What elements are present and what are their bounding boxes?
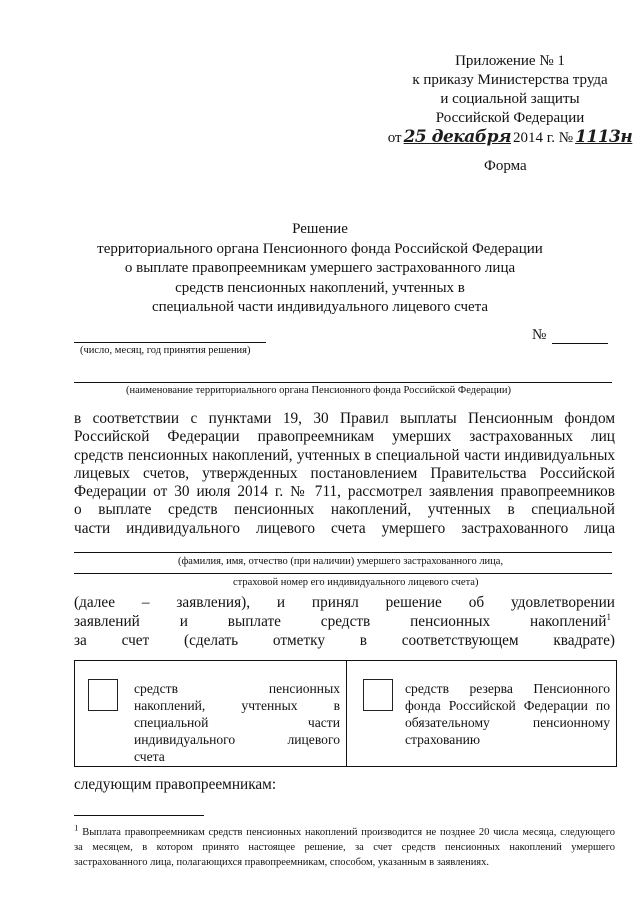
reserve-fund-checkbox[interactable] — [363, 679, 393, 711]
body-line-6: о выплате средств пенсионных накоплений, учтенных в специальной — [74, 501, 615, 519]
snils-caption: страховой номер его индивидуального лицевого счета) — [233, 577, 479, 588]
order-from: от — [387, 130, 402, 146]
footnote-line-2: за месяцем, в котором принято настоящее решение, за счет средств пенсионных накоплений умершего — [74, 842, 615, 853]
deceased-person-caption: (фамилия, имя, отчество (при наличии) умершего застрахованного лица, — [178, 556, 504, 567]
footnote-line-3: застрахованного лица, полагающихся правопреемникам, способом, указанным в заявлениях. — [74, 857, 490, 868]
handwritten-number: 1113н — [575, 127, 633, 147]
snils-field[interactable] — [74, 573, 612, 574]
document-title — [60, 220, 580, 318]
right-option-line-4: страхованию — [405, 732, 481, 747]
body-line-4: лицевых счетов, утвержденных постановлением Правительства Российской — [74, 464, 615, 482]
date-field[interactable] — [74, 342, 266, 343]
right-option-line-3: обязательному пенсионному — [405, 715, 610, 730]
number-sign: № — [532, 327, 547, 343]
right-option-line-2: фонда Российской Федерации по — [405, 698, 610, 713]
appendix-ministry: и социальной защиты — [440, 91, 580, 107]
body-line-1: в соответствии с пунктами 19, 30 Правил выплаты Пенсионным фондом — [74, 410, 615, 427]
decision-line-1: (далее – заявления), и принял решение об удовлетворении — [74, 594, 615, 611]
left-option-line-3: специальной части — [134, 715, 340, 730]
pension-savings-checkbox[interactable] — [88, 679, 118, 711]
appendix-country: Российской Федерации — [435, 110, 585, 126]
body-line-3: средств пенсионных накоплений, учтенных в специальной части индивидуальных — [74, 446, 615, 464]
title-line-4: средств пенсионных накоплений, учтенных в — [175, 279, 465, 296]
footnote — [74, 825, 615, 870]
body-line-5: Федерации от 30 июля 2014 г. № 711, рассмотрел заявления правопреемников — [74, 483, 615, 501]
title-line-5: специальной части индивидуального лицевого счета — [151, 299, 489, 315]
decision-line-2-text: заявлений и выплате средств пенсионных накоплений — [74, 613, 607, 630]
footnote-mark: 1 — [74, 825, 79, 833]
order-date-number — [387, 127, 633, 148]
body-paragraph — [74, 410, 615, 538]
organization-field[interactable] — [74, 382, 612, 383]
decision-paragraph — [74, 593, 615, 650]
title-line-1: Решение — [292, 221, 348, 237]
reserve-fund-option — [405, 680, 610, 748]
appendix-order: к приказу Министерства труда — [412, 72, 608, 88]
footnote-line-1 — [74, 825, 615, 840]
number-field[interactable] — [552, 343, 608, 344]
order-year: 2014 г. № — [513, 130, 574, 146]
left-option-line-5: счета — [134, 749, 165, 764]
decision-line-2 — [74, 612, 615, 631]
left-option-line-4: индивидуального лицевого — [134, 732, 340, 747]
organization-caption: (наименование территориального органа Пенсионного фонда Российской Федерации) — [126, 385, 512, 396]
title-line-3: о выплате правопреемникам умершего застрахованного лица — [124, 260, 516, 276]
decision-line-3: за счет (сделать отметку в соответствующем квадрате) — [74, 632, 615, 649]
body-line-2: Российской Федерации правопреемникам умерших застрахованных лиц — [74, 428, 615, 446]
left-option-line-2: накоплений, учтенных в — [134, 698, 340, 713]
footnote-separator — [74, 815, 204, 816]
form-label: Форма — [484, 158, 527, 174]
right-option-line-1: средств резерва Пенсионного — [405, 681, 610, 696]
footnote-text-1: Выплата правопреемникам средств пенсионных накоплений производится не позднее 20 числа месяца, следующего — [82, 827, 615, 838]
pension-savings-option — [134, 680, 340, 765]
date-caption: (число, месяц, год принятия решения) — [80, 345, 251, 356]
left-option-line-1: средств пенсионных — [134, 681, 340, 696]
successors-heading: следующим правопреемникам: — [74, 776, 277, 793]
handwritten-date: 25 декабря — [403, 127, 512, 147]
footnote-reference: 1 — [606, 612, 611, 622]
body-line-7: части индивидуального лицевого счета умершего застрахованного лица — [74, 519, 615, 537]
appendix-title: Приложение № 1 — [455, 53, 565, 69]
table-divider — [346, 660, 347, 767]
title-line-2: территориального органа Пенсионного фонда Российской Федерации — [97, 240, 543, 257]
appendix-header — [387, 52, 633, 148]
deceased-person-field[interactable] — [74, 552, 612, 553]
